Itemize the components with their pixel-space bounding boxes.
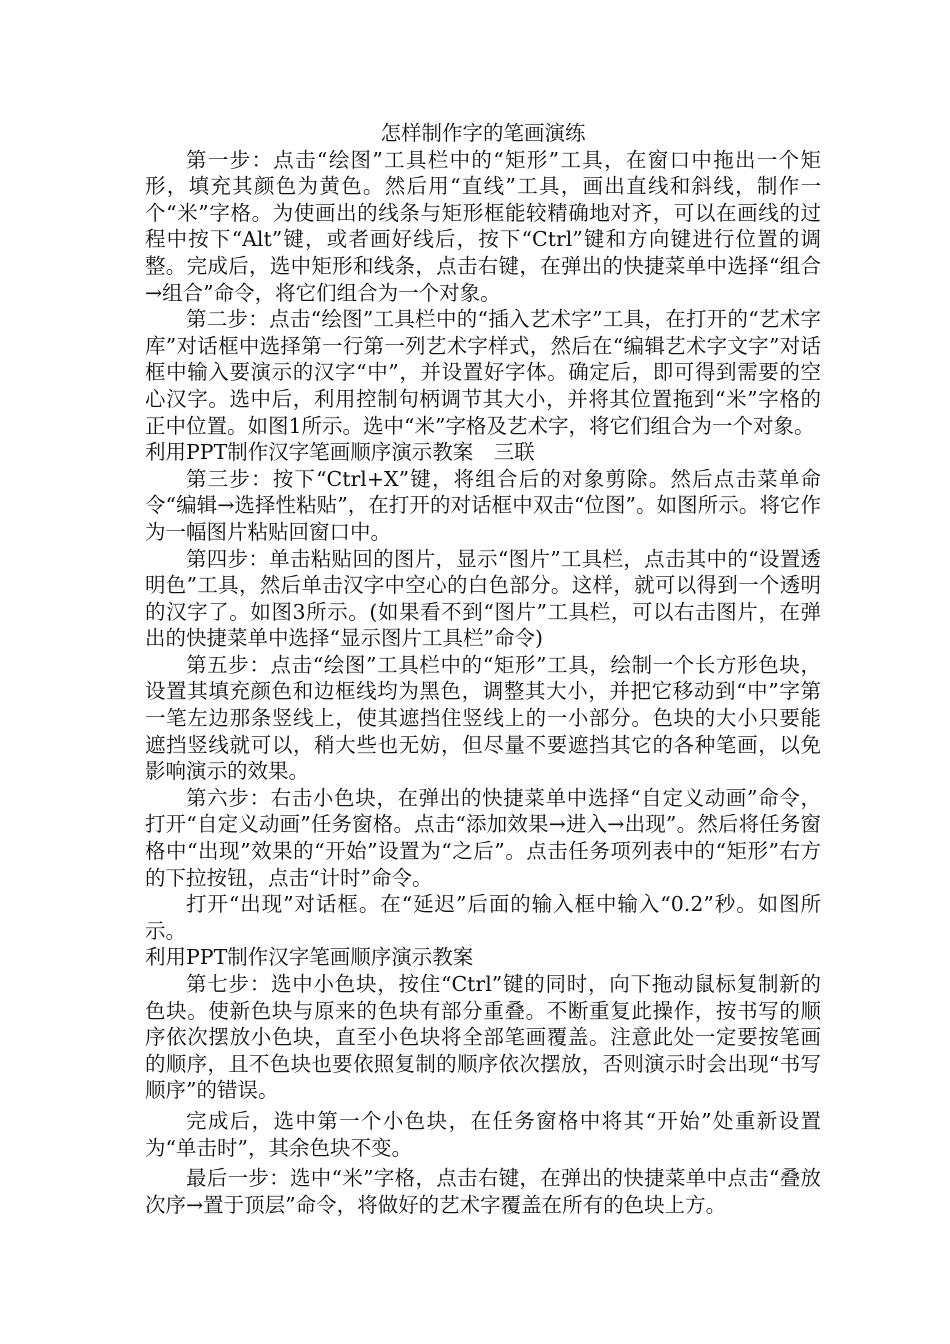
paragraph-step-7: 第七步：选中小色块，按住“Ctrl”键的同时，向下拖动鼠标复制新的色块。使新色块与原来的色块有部分重叠。不断重复此操作，按书写的顺序依次摆放小色块，直至小色块将全部笔画覆盖。注意此处一定要按笔画的顺序，且不色块也要依照复制的顺序依次摆放，否则演示时会出现“书写顺序”的错误。 <box>145 972 821 1103</box>
paragraph-step-5: 第五步：点击“绘图”工具栏中的“矩形”工具，绘制一个长方形色块，设置其填充颜色和边框线均为黑色，调整其大小，并把它移动到“中”字第一笔左边那条竖线上，使其遮挡住竖线上的一小部分。色块的大小只要能遮挡竖线就可以，稍大些也无妨，但尽量不要遮挡其它的各种笔画，以免影响演示的效果。 <box>145 652 821 784</box>
paragraph-step-1: 第一步：点击“绘图”工具栏中的“矩形”工具，在窗口中拖出一个矩形，填充其颜色为黄色。然后用“直线”工具，画出直线和斜线，制作一个“米”字格。为使画出的线条与矩形框能较精确地对齐，可以在画线的过程中按下“Alt”键，或者画好线后，按下“Ctrl”键和方向键进行位置的调整。完成后，选中矩形和线条，点击右键，在弹出的快捷菜单中选择“组合→组合”命令，将它们组合为一个对象。 <box>145 147 821 305</box>
section-heading-1: 利用PPT制作汉字笔画顺序演示教案 三联 <box>145 440 535 465</box>
section-heading-2: 利用PPT制作汉字笔画顺序演示教案 <box>145 945 474 970</box>
paragraph-step-6-dialog: 打开“出现”对话框。在“延迟”后面的输入框中输入“0.2”秒。如图所示。 <box>145 892 821 943</box>
paragraph-final-step: 最后一步：选中“米”字格，点击右键，在弹出的快捷菜单中点击“叠放次序→置于顶层”命令，将做好的艺术字覆盖在所有的色块上方。 <box>145 1166 821 1217</box>
paragraph-step-6: 第六步：右击小色块，在弹出的快捷菜单中选择“自定义动画”命令，打开“自定义动画”任务窗格。点击“添加效果→进入→出现”。然后将任务窗格中“出现”效果的“开始”设置为“之后”。点击任务项列表中的“矩形”右方的下拉按钮，点击“计时”命令。 <box>145 785 821 890</box>
paragraph-step-4: 第四步：单击粘贴回的图片，显示“图片”工具栏，点击其中的“设置透明色”工具，然后单击汉字中空心的白色部分。这样，就可以得到一个透明的汉字了。如图3所示。(如果看不到“图片”工具栏，可以右击图片，在弹出的快捷菜单中选择“显示图片工具栏”命令) <box>145 546 821 651</box>
paragraph-step-2: 第二步：点击“绘图”工具栏中的“插入艺术字”工具，在打开的“艺术字库”对话框中选择第一行第一列艺术字样式，然后在“编辑艺术字文字”对话框中输入要演示的汉字“中”，并设置好字体。确定后，即可得到需要的空心汉字。选中后，利用控制句柄调节其大小，并将其位置拖到“米”字格的正中位置。如图1所示。选中“米”字格及艺术字，将它们组合为一个对象。 <box>145 307 821 438</box>
document-title: 怎样制作字的笔画演练 <box>380 121 586 145</box>
paragraph-step-3: 第三步：按下“Ctrl+X”键，将组合后的对象剪除。然后点击菜单命令“编辑→选择性粘贴”，在打开的对话框中双击“位图”。如图所示。将它作为一幅图片粘贴回窗口中。 <box>145 466 821 544</box>
document-page <box>145 120 821 1218</box>
paragraph-after-step-7: 完成后，选中第一个小色块，在任务窗格中将其“开始”处重新设置为“单击时”，其余色块不变。 <box>145 1108 821 1160</box>
